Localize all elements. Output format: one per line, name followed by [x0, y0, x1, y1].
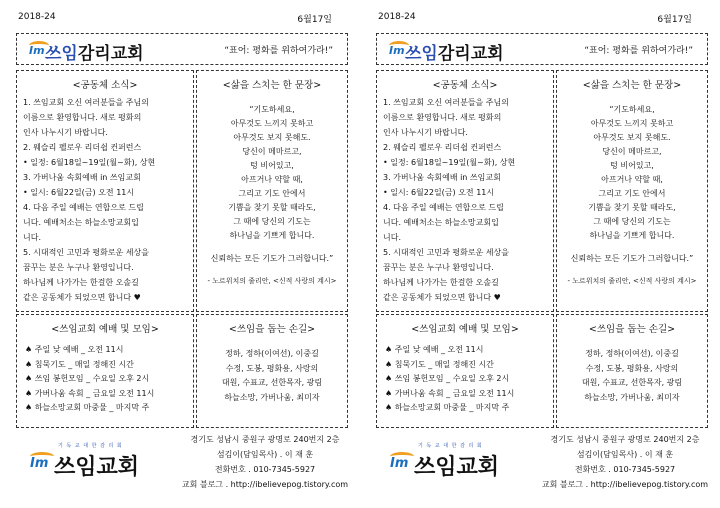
text-line: “기도하세요, — [249, 105, 295, 114]
helpers-section — [556, 314, 708, 428]
church-name-b: 감리교회 — [437, 44, 504, 64]
news-title: <공동체 소식> — [432, 80, 498, 91]
list-item: 5. 시대적인 고민과 평화로운 세상을 — [23, 248, 149, 257]
issue-number: 2018-24 — [378, 12, 416, 22]
worship-title: <쓰임교회 예배 및 모임> — [51, 324, 159, 335]
title-banner — [376, 33, 708, 65]
helpers-title: <쓰임을 돕는 손길> — [228, 324, 316, 335]
poem-lines — [197, 103, 347, 243]
list-item: 이름으로 환영합니다. 새로 평화의 — [383, 113, 502, 122]
text-line: “기도하세요, — [609, 105, 655, 114]
list-item: 2. 웨슬리 펠로우 리더쉽 컨퍼런스 — [383, 143, 502, 152]
worship-list — [377, 343, 553, 416]
issue-date: 6월17일 — [657, 15, 692, 25]
list-item: ♠ 쓰임 봉헌모임 _ 수요일 오후 2시 — [25, 374, 150, 383]
list-item: 5. 시대적인 고민과 평화로운 세상을 — [383, 248, 509, 257]
list-item: 니다. 예배처소는 하늘소망교회입 — [383, 218, 499, 227]
text-line: 당신이 메마르고, — [242, 147, 302, 156]
blog-link[interactable]: 교회 블로그 . http://ibelievepog.tistory.com — [181, 480, 349, 489]
helpers-lines — [197, 347, 347, 405]
list-item: ♠ 주일 낮 예배 _ 오전 11시 — [25, 345, 124, 354]
list-item: 인사 나누시기 바랍니다. — [23, 128, 108, 137]
text-line: 아무것도 보지 못해도. — [593, 133, 671, 142]
list-item: 1. 쓰임교회 오신 여러분들을 주님의 — [23, 98, 149, 107]
content-grid — [16, 70, 346, 428]
poem-title: <삶을 스치는 한 문장> — [222, 80, 322, 91]
content-grid — [376, 70, 706, 428]
footer-info — [540, 432, 710, 492]
list-item: ♠ 주일 낮 예배 _ 오전 11시 — [385, 345, 484, 354]
text-line: 아무것도 느끼지 못하고 — [590, 119, 674, 128]
bulletin-page — [370, 0, 720, 508]
list-item: 인사 나누시기 바랍니다. — [383, 128, 468, 137]
list-item: 2. 웨슬리 펠로우 리더쉽 컨퍼런스 — [23, 143, 142, 152]
text-line: 기쁨을 찾기 못할 때라도, — [588, 203, 676, 212]
phone: 전화번호 . 010-7345-5927 — [214, 465, 316, 474]
list-item: 이름으로 환영합니다. 새로 평화의 — [23, 113, 142, 122]
worship-title: <쓰임교회 예배 및 모임> — [411, 324, 519, 335]
poem-source: - 노르위치의 줄리안, <신적 사랑의 계시> — [567, 277, 697, 285]
list-item: 같은 공동체가 되었으면 합니다 ♥ — [383, 293, 501, 302]
list-item: • 일시: 6월22일(금) 오전 11시 — [23, 188, 135, 197]
list-item: 4. 다음 주일 예배는 연합으로 드립 — [23, 203, 144, 212]
news-section — [16, 70, 194, 312]
news-title: <공동체 소식> — [72, 80, 138, 91]
text-line: 그리고 기도 안에서 — [598, 189, 666, 198]
list-item: 꿈꾸는 분은 누구나 환영입니다. — [23, 263, 134, 272]
denomination-text: 기 독 교 대 한 감 리 회 — [418, 443, 483, 449]
page-header — [378, 12, 712, 26]
text-line: 하늘소망, 가버나움, 최미자 — [584, 392, 680, 402]
motto: “표어: 평화를 위하여가라!” — [584, 46, 693, 56]
poem-ending: 신뢰하는 모든 기도가 그러합니다.” — [570, 254, 694, 263]
phone: 전화번호 . 010-7345-5927 — [574, 465, 676, 474]
worship-list — [17, 343, 193, 416]
list-item: 1. 쓰임교회 오신 여러분들을 주님의 — [383, 98, 509, 107]
helpers-title: <쓰임을 돕는 손길> — [588, 324, 676, 335]
list-item: 하나님께 나가가는 한걸한 오솔길 — [23, 278, 139, 287]
address: 경기도 성남시 중원구 광명로 240번지 2층 — [550, 435, 700, 444]
address: 경기도 성남시 중원구 광명로 240번지 2층 — [190, 435, 340, 444]
list-item: • 일정: 6월18일~19일(월~화), 상현 — [383, 158, 516, 167]
list-item: ♠ 하늘소망교회 마중물 _ 마지막 주 — [385, 403, 510, 412]
list-item: 니다. — [383, 233, 401, 242]
text-line: 하나님을 기쁘게 합니다. — [229, 231, 315, 240]
poem-source: - 노르위치의 줄리안, <신적 사랑의 계시> — [207, 277, 337, 285]
text-line: 정하, 정하(이여선), 이중길 — [585, 349, 679, 358]
poem-section — [196, 70, 348, 312]
poem-section — [556, 70, 708, 312]
pastor: 섬김이(담임목사) . 이 재 훈 — [216, 450, 314, 459]
helpers-lines — [557, 347, 707, 405]
text-line: 텅 비어있고, — [250, 161, 294, 170]
motto: “표어: 평화를 위하여가라!” — [224, 46, 333, 56]
list-item: 꿈꾸는 분은 누구나 환영입니다. — [383, 263, 494, 272]
list-item: 3. 가버나움 속회예배 in 쓰임교회 — [23, 173, 141, 182]
helpers-section — [196, 314, 348, 428]
text-line: 대원, 수표교, 선한목자, 광림 — [581, 378, 683, 387]
title-banner — [16, 33, 348, 65]
logo-prefix: Im — [30, 456, 49, 471]
church-name-b: 감리교회 — [77, 44, 144, 64]
text-line: 아프거나 약할 때, — [241, 175, 303, 184]
text-line: 대원, 수표교, 선한목자, 광림 — [221, 378, 323, 387]
worship-section — [16, 314, 194, 428]
text-line: 당신이 메마르고, — [602, 147, 662, 156]
list-item: • 일정: 6월18일~19일(월~화), 상현 — [23, 158, 156, 167]
page-header — [18, 12, 352, 26]
text-line: 텅 비어있고, — [610, 161, 654, 170]
news-list — [377, 95, 553, 305]
list-item: • 일시: 6월22일(금) 오전 11시 — [383, 188, 495, 197]
poem-lines — [557, 103, 707, 243]
footer-church-name: 쓰임교회 — [54, 455, 140, 480]
list-item: ♠ 하늘소망교회 마중물 _ 마지막 주 — [25, 403, 150, 412]
text-line: 수정, 도봉, 평화용, 사랑의 — [585, 363, 679, 373]
text-line: 아프거나 약할 때, — [601, 175, 663, 184]
list-item: 같은 공동체가 되었으면 합니다 ♥ — [23, 293, 141, 302]
list-item: ♠ 침묵기도 _ 매일 정해진 시간 — [25, 359, 134, 369]
poem-title: <삶을 스치는 한 문장> — [582, 80, 682, 91]
church-name — [45, 39, 144, 64]
text-line: 하늘소망, 가버나움, 최미자 — [224, 392, 320, 402]
footer-info — [180, 432, 350, 492]
poem-ending: 신뢰하는 모든 기도가 그러합니다.” — [210, 254, 334, 263]
bulletin-page — [10, 0, 360, 508]
list-item: 3. 가버나움 속회예배 in 쓰임교회 — [383, 173, 501, 182]
church-name-a: 쓰임 — [45, 44, 78, 64]
news-section — [376, 70, 554, 312]
text-line: 그 때에 당신의 기도는 — [593, 217, 671, 226]
news-list — [17, 95, 193, 305]
church-name — [405, 39, 504, 64]
pastor: 섬김이(담임목사) . 이 재 훈 — [576, 450, 674, 459]
blog-link[interactable]: 교회 블로그 . http://ibelievepog.tistory.com — [541, 480, 709, 489]
denomination-text: 기 독 교 대 한 감 리 회 — [58, 443, 123, 449]
footer — [370, 432, 710, 502]
list-item: ♠ 가버나움 속회 _ 금요일 오전 11시 — [385, 388, 515, 398]
logo-prefix: Im — [29, 44, 45, 57]
text-line: 기쁨을 찾기 못할 때라도, — [228, 203, 316, 212]
issue-date: 6월17일 — [297, 15, 332, 25]
text-line: 그 때에 당신의 기도는 — [233, 217, 311, 226]
list-item: ♠ 침묵기도 _ 매일 정해진 시간 — [385, 359, 494, 369]
text-line: 정하, 정하(이여선), 이중길 — [225, 349, 319, 358]
list-item: 니다. 예배처소는 하늘소망교회입 — [23, 218, 139, 227]
issue-number: 2018-24 — [18, 12, 56, 22]
list-item: 하나님께 나가가는 한걸한 오솔길 — [383, 278, 499, 287]
text-line: 그리고 기도 안에서 — [238, 189, 306, 198]
text-line: 하나님을 기쁘게 합니다. — [589, 231, 675, 240]
list-item: 니다. — [23, 233, 41, 242]
list-item: 4. 다음 주일 예배는 연합으로 드립 — [383, 203, 504, 212]
worship-section — [376, 314, 554, 428]
text-line: 아무것도 보지 못해도. — [233, 133, 311, 142]
logo-prefix: Im — [389, 44, 405, 57]
text-line: 아무것도 느끼지 못하고 — [230, 119, 314, 128]
list-item: ♠ 쓰임 봉헌모임 _ 수요일 오후 2시 — [385, 374, 510, 383]
church-name-a: 쓰임 — [405, 44, 438, 64]
footer-church-name: 쓰임교회 — [414, 455, 500, 480]
logo-prefix: Im — [390, 456, 409, 471]
footer — [10, 432, 350, 502]
text-line: 수정, 도봉, 평화용, 사랑의 — [225, 363, 319, 373]
list-item: ♠ 가버나움 속회 _ 금요일 오전 11시 — [25, 388, 155, 398]
